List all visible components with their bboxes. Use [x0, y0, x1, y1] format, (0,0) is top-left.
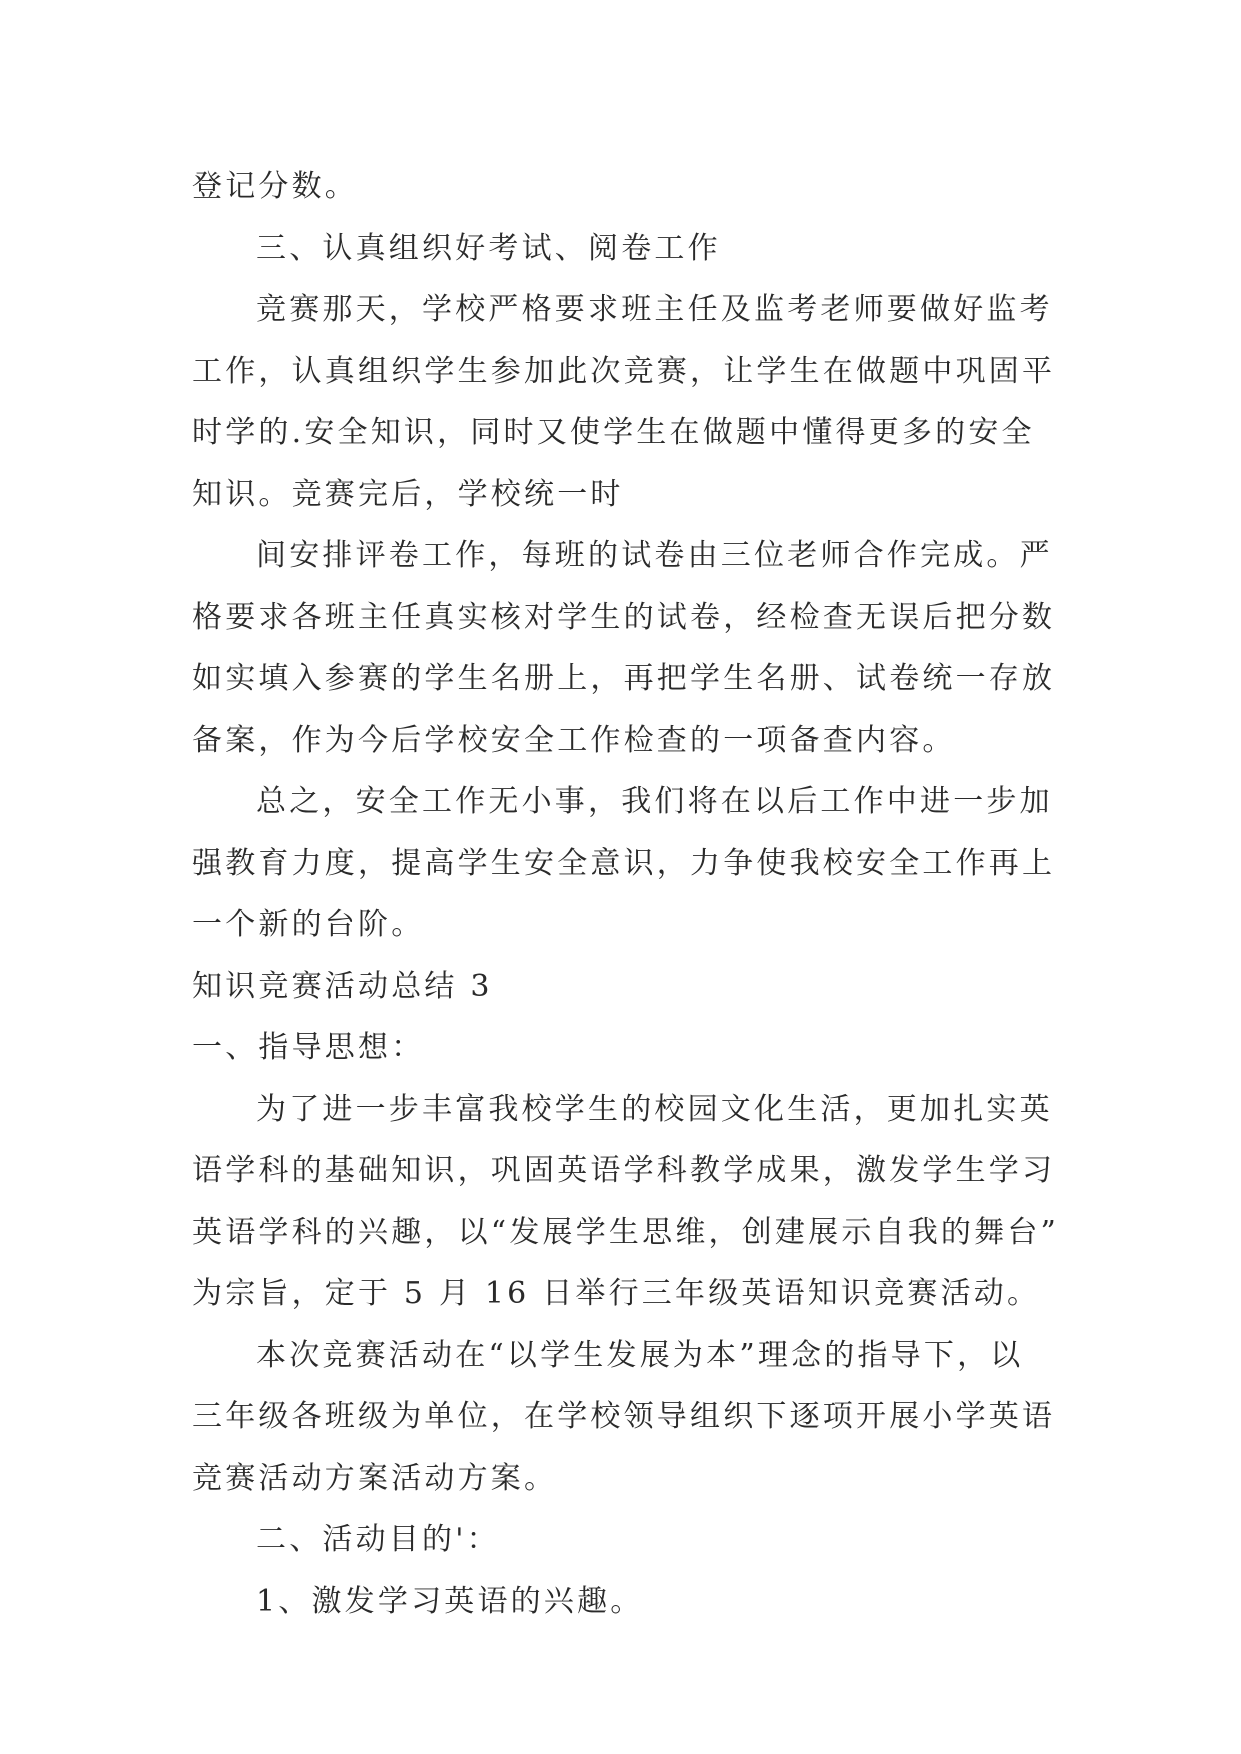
paragraph-line: 总之，安全工作无小事，我们将在以后工作中进一步加: [256, 784, 1053, 819]
paragraph-line: 三年级各班级为单位，在学校领导组织下逐项开展小学英语: [192, 1399, 1056, 1434]
paragraph-line: 格要求各班主任真实核对学生的试卷，经检查无误后把分数: [192, 599, 1056, 635]
paragraph-line: 英语学科的兴趣，以“发展学生思维，创建展示自我的舞台”: [192, 1214, 1060, 1250]
paragraph-line: 竞赛那天，学校严格要求班主任及监考老师要做好监考: [256, 292, 1053, 327]
paragraph-line: 时学的.安全知识，同时又使学生在做题中懂得更多的安全: [192, 415, 1035, 450]
paragraph-line: 一个新的台阶。: [192, 907, 425, 942]
paragraph-line: 本次竞赛活动在“以学生发展为本”理念的指导下，以: [256, 1337, 1024, 1373]
paragraph-line: 备案，作为今后学校安全工作检查的一项备查内容。: [192, 722, 956, 758]
paragraph-line: 为了进一步丰富我校学生的校园文化生活，更加扎实英: [256, 1091, 1053, 1127]
paragraph-line: 语学科的基础知识，巩固英语学科教学成果，激发学生学习: [192, 1153, 1056, 1188]
list-item: 1、激发学习英语的兴趣。: [256, 1583, 644, 1619]
section-heading: 一、指导思想：: [192, 1030, 425, 1065]
paragraph-line: 工作，认真组织学生参加此次竞赛，让学生在做题中巩固平: [192, 353, 1056, 389]
document-body: [192, 156, 1060, 1632]
paragraph-line: 知识。竞赛完后，学校统一时: [192, 476, 624, 512]
section-heading: 二、活动目的'：: [256, 1522, 500, 1557]
paragraph-line: 强教育力度，提高学生安全意识，力争使我校安全工作再上: [192, 845, 1056, 881]
paragraph-line: 竞赛活动方案活动方案。: [192, 1460, 558, 1496]
paragraph-line: 如实填入参赛的学生名册上，再把学生名册、试卷统一存放: [192, 661, 1056, 696]
document-title: 知识竞赛活动总结 3: [192, 968, 493, 1004]
section-heading: 三、认真组织好考试、阅卷工作: [256, 230, 721, 266]
paragraph-line: 登记分数。: [192, 169, 358, 204]
paragraph-line: 间安排评卷工作，每班的试卷由三位老师合作完成。严: [256, 538, 1053, 573]
paragraph-line: 为宗旨，定于 5 月 16 日举行三年级英语知识竞赛活动。: [192, 1276, 1041, 1311]
